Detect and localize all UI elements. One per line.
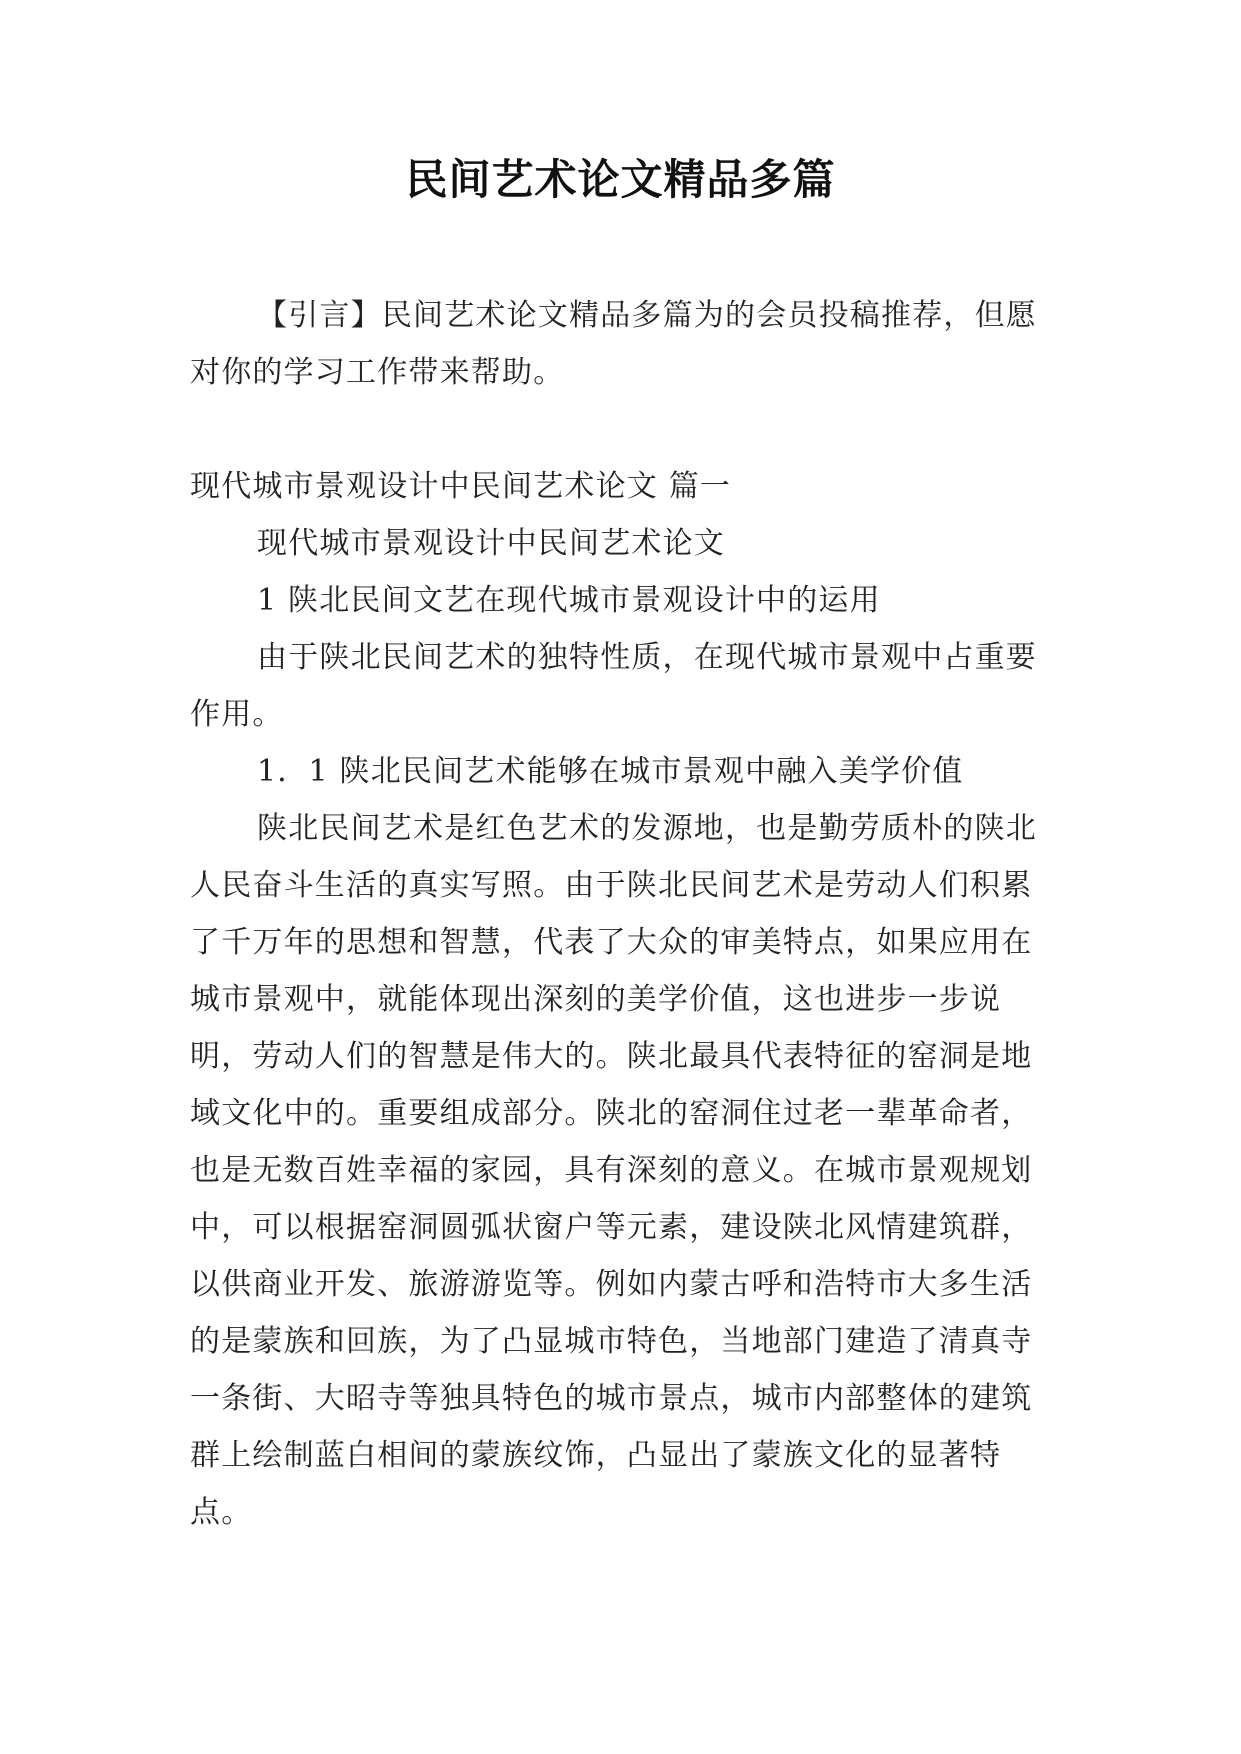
subtitle-paragraph: 现代城市景观设计中民间艺术论文 [257,526,725,561]
subheading-1-1: 1．1 陕北民间艺术能够在城市景观中融入美学价值 [257,754,964,789]
section-heading: 现代城市景观设计中民间艺术论文 篇一 [190,469,732,504]
subheading-1: 1 陕北民间文艺在现代城市景观设计中的运用 [257,583,881,618]
body-paragraph-2: 陕北民间艺术是红色艺术的发源地，也是勤劳质朴的陕北人民奋斗生活的真实写照。由于陕北民间艺术是劳动人们积累了千万年的思想和智慧，代表了大众的审美特点，如果应用在城市景观中，就能体现出深刻的美学价值，这也进步一步说明，劳动人们的智慧是伟大的。陕北最具代表特征的窑洞是地域文化中的。重要组成部分。陕北的窑洞住过老一辈革命者，也是无数百姓幸福的家园，具有深刻的意义。在城市景观规划中，可以根据窑洞圆弧状窗户等元素，建设陕北风情建筑群，以供商业开发、旅游游览等。例如内蒙古呼和浩特市大多生活的是蒙族和回族，为了凸显城市特色，当地部门建造了清真寺一条街、大昭寺等独具特色的城市景点，城市内部整体的建筑群上绘制蓝白相间的蒙族纹饰，凸显出了蒙族文化的显著特点。 [190,811,1037,1530]
document-body [190,287,1050,1541]
document-title: 民间艺术论文精品多篇 [405,155,836,204]
intro-paragraph: 【引言】民间艺术论文精品多篇为的会员投稿推荐，但愿对你的学习工作带来帮助。 [190,298,1037,390]
body-paragraph-1: 由于陕北民间艺术的独特性质，在现代城市景观中占重要作用。 [190,640,1037,732]
